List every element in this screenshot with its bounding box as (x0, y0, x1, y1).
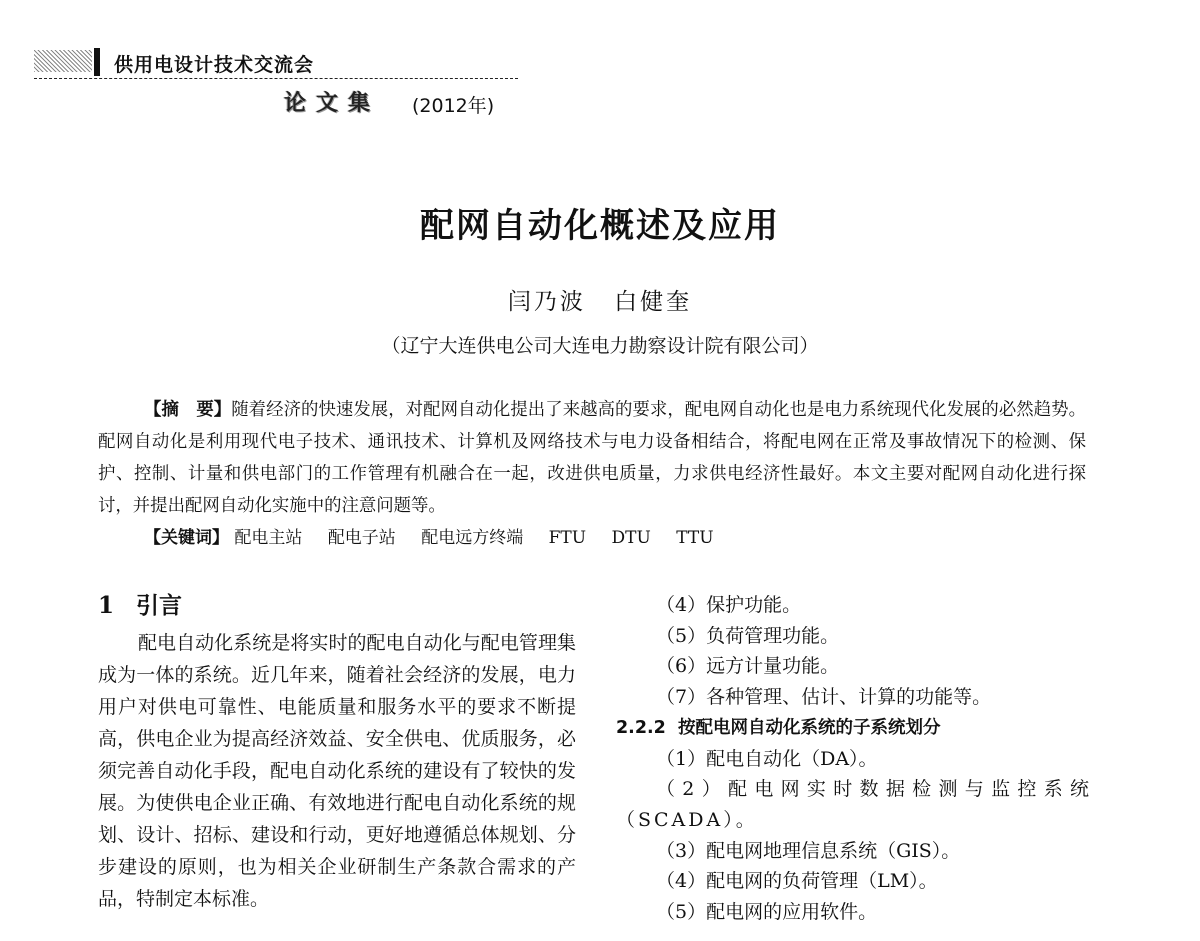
subsystem-item: （2）配电网实时数据检测与监控系统（SCADA）。 (616, 778, 1092, 831)
collection-label: 论文集 (284, 90, 381, 116)
affiliation: （辽宁大连供电公司大连电力勘察设计院有限公司） (381, 335, 819, 357)
subsystem-item: （3）配电网地理信息系统（GIS）。 (656, 839, 961, 862)
keyword: TTU (676, 528, 714, 548)
abstract-label: 【摘 要】 (144, 400, 232, 420)
keyword: FTU (548, 528, 587, 548)
section-number: 1 (98, 592, 115, 619)
subsection-title: 按配电网自动化系统的子系统划分 (678, 717, 941, 738)
section-title: 引言 (136, 592, 182, 619)
subsection-heading (616, 713, 1092, 744)
keyword: 配电子站 (327, 528, 396, 548)
section-body: 配电自动化系统是将实时的配电自动化与配电管理集成为一体的系统。近几年来，随着社会经济的发展，电力用户对供电可靠性、电能质量和服务水平的要求不断提高，供电企业为提高经济效益、安全供电、优质服务，必须完善自动化手段，配电自动化系统的建设有了较快的发展。为使供电企业正确、有效地进行配电自动化系统的规划、设计、招标、建设和行动，更好地遵循总体规划、分步建设的原则，也为相关企业研制生产条款合需求的产品，特制定本标准。 (98, 632, 576, 910)
header-pattern (34, 50, 92, 72)
section-heading (98, 590, 576, 624)
conference-title: 供用电设计技术交流会 (114, 54, 315, 76)
keyword: DTU (611, 528, 651, 548)
subsystem-item: （1）配电自动化（DA）。 (656, 747, 878, 770)
subsection-number: 2.2.2 (616, 717, 666, 738)
author-1: 闫乃波 (507, 289, 586, 315)
collection-year: (2012年) (412, 95, 495, 117)
keywords-label: 【关键词】 (144, 528, 229, 548)
author-2: 白健奎 (614, 289, 693, 315)
subsystem-item: （4）配电网的负荷管理（LM）。 (656, 870, 938, 893)
keyword: 配电远方终端 (421, 528, 524, 548)
paper-title: 配网自动化概述及应用 (420, 206, 780, 246)
function-item: （4）保护功能。 (656, 594, 802, 616)
header-bar (94, 48, 100, 76)
function-item: （5）负荷管理功能。 (656, 624, 840, 647)
authors (0, 283, 1200, 316)
running-header (34, 44, 518, 79)
abstract-text: 随着经济的快速发展，对配网自动化提出了来越高的要求，配电网自动化也是电力系统现代化发展的必然趋势。配网自动化是利用现代电子技术、通讯技术、计算机及网络技术与电力设备相结合，将配电网在正常及事故情况下的检测、保护、控制、计量和供电部门的工作管理有机融合在一起，改进供电质量，力求供电经济性最好。本文主要对配网自动化进行探讨，并提出配网自动化实施中的注意问题等。 (98, 400, 1086, 516)
keyword: 配电主站 (234, 528, 303, 548)
keywords (144, 522, 734, 554)
subsystem-item: （5）配电网的应用软件。 (656, 901, 878, 924)
left-column (98, 590, 576, 915)
right-column (616, 590, 1092, 928)
function-item: （6）远方计量功能。 (656, 655, 840, 678)
function-item: （7）各种管理、估计、计算的功能等。 (656, 686, 992, 709)
abstract (98, 394, 1086, 522)
